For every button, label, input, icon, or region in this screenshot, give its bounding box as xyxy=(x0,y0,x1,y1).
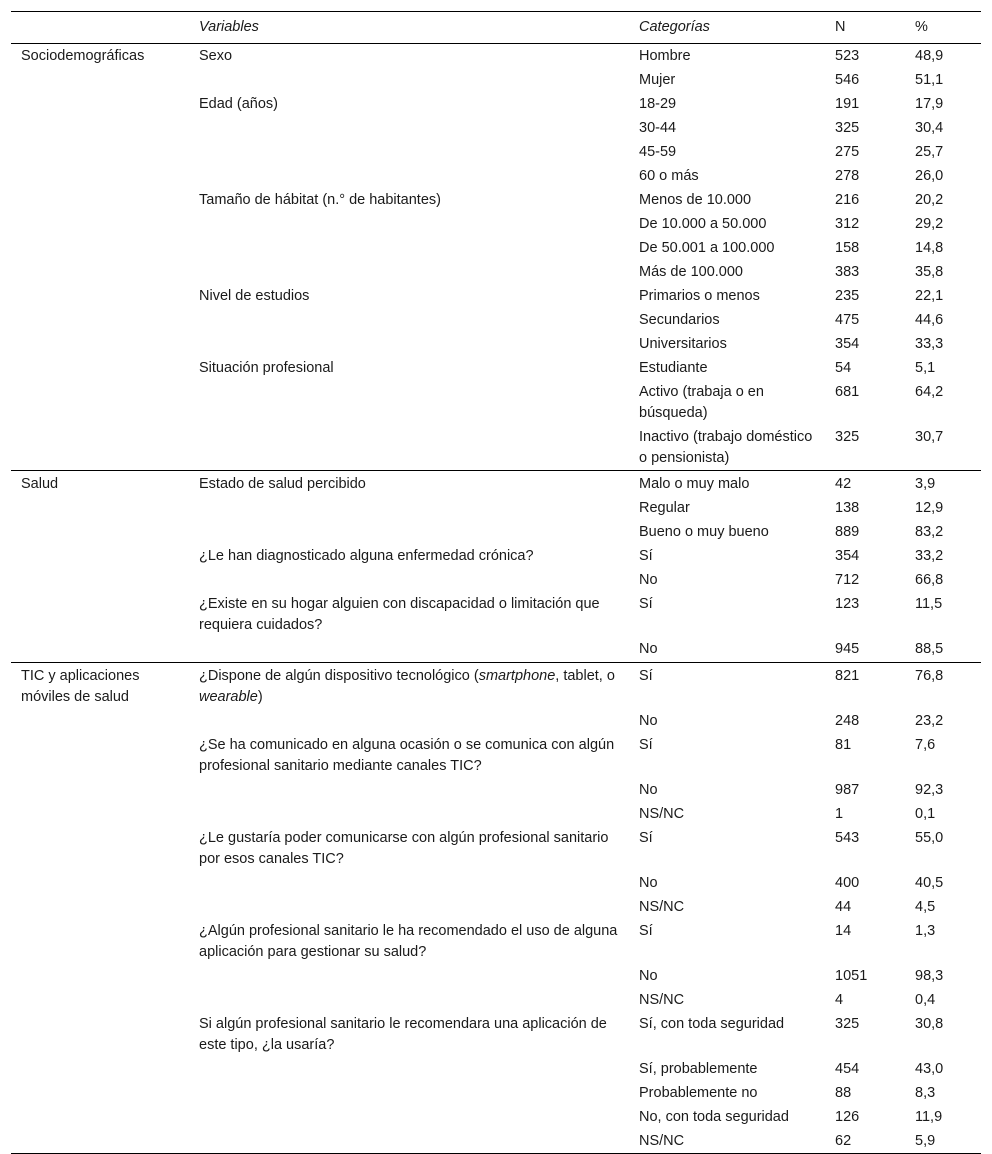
category-cell: Probablemente no xyxy=(639,1084,758,1101)
n-cell: 216 xyxy=(835,191,860,208)
table-row xyxy=(11,778,981,802)
category-cell: De 50.001 a 100.000 xyxy=(639,239,775,256)
section-label xyxy=(11,116,189,140)
section-label xyxy=(11,545,189,569)
table-row xyxy=(11,593,981,638)
percent-cell: 40,5 xyxy=(915,874,944,891)
table-row xyxy=(11,569,981,593)
table-row xyxy=(11,425,981,471)
percent-cell: 83,2 xyxy=(915,524,944,540)
section-label xyxy=(11,188,189,212)
variable-label xyxy=(189,425,629,471)
n-cell: 400 xyxy=(835,874,860,891)
table-row xyxy=(11,895,981,919)
header-row xyxy=(11,12,981,44)
category-cell: Sí, con toda seguridad xyxy=(639,1015,785,1032)
header-variables: Variables xyxy=(199,19,259,35)
n-cell: 126 xyxy=(835,1108,860,1125)
n-cell: 138 xyxy=(835,500,860,516)
n-cell: 681 xyxy=(835,383,860,400)
category-cell: 45-59 xyxy=(639,143,677,160)
variable-label xyxy=(189,1129,629,1154)
section-label xyxy=(11,1012,189,1057)
n-cell: 278 xyxy=(835,167,860,184)
variable-label xyxy=(189,140,629,164)
variable-label: ¿Le han diagnosticado alguna enfermedad crónica? xyxy=(199,548,534,564)
variable-label: ¿Dispone de algún dispositivo tecnológico (smartphone, tablet, o wearable) xyxy=(199,667,615,705)
percent-cell: 51,1 xyxy=(915,71,944,88)
n-cell: 1051 xyxy=(835,967,868,984)
n-cell: 248 xyxy=(835,712,860,729)
variable-label xyxy=(189,569,629,593)
section-label xyxy=(11,356,189,380)
header-n: N xyxy=(835,19,846,35)
table-row xyxy=(11,236,981,260)
percent-cell: 0,1 xyxy=(915,805,936,822)
table-row xyxy=(11,1012,981,1057)
category-cell: Sí xyxy=(639,596,653,612)
percent-cell: 5,1 xyxy=(915,359,936,376)
percent-cell: 8,3 xyxy=(915,1084,936,1101)
category-cell: NS/NC xyxy=(639,1132,685,1149)
percent-cell: 98,3 xyxy=(915,967,944,984)
category-cell: Malo o muy malo xyxy=(639,476,750,492)
table-row xyxy=(11,1081,981,1105)
section-label xyxy=(11,778,189,802)
table-row xyxy=(11,92,981,116)
category-cell: Inactivo (trabajo doméstico o pensionista) xyxy=(639,428,813,466)
percent-cell: 44,6 xyxy=(915,311,944,328)
category-cell: Primarios o menos xyxy=(639,287,760,304)
percent-cell: 12,9 xyxy=(915,500,944,516)
category-cell: No xyxy=(639,967,658,984)
variable-label: Sexo xyxy=(199,47,233,64)
category-cell: No, con toda seguridad xyxy=(639,1108,789,1125)
category-cell: 18-29 xyxy=(639,95,677,112)
table-row xyxy=(11,284,981,308)
n-cell: 81 xyxy=(835,736,852,753)
n-cell: 312 xyxy=(835,215,860,232)
n-cell: 383 xyxy=(835,263,860,280)
n-cell: 54 xyxy=(835,359,852,376)
table-row xyxy=(11,497,981,521)
variable-label xyxy=(189,380,629,425)
n-cell: 325 xyxy=(835,119,860,136)
section-label xyxy=(11,1057,189,1081)
variable-label xyxy=(189,709,629,733)
variable-label xyxy=(189,871,629,895)
section-label: TIC y aplicaciones móviles de salud xyxy=(21,667,140,705)
section-label xyxy=(11,871,189,895)
section-label xyxy=(11,826,189,871)
section-label xyxy=(11,140,189,164)
percent-cell: 3,9 xyxy=(915,476,936,492)
variable-label xyxy=(189,1057,629,1081)
header-blank xyxy=(11,12,189,44)
category-cell: 60 o más xyxy=(639,167,699,184)
n-cell: 543 xyxy=(835,829,860,846)
table-row xyxy=(11,471,981,497)
category-cell: Sí xyxy=(639,922,653,939)
table-row xyxy=(11,919,981,964)
variable-label xyxy=(189,68,629,92)
table-row xyxy=(11,662,981,709)
table-row xyxy=(11,709,981,733)
n-cell: 235 xyxy=(835,287,860,304)
section-label xyxy=(11,593,189,638)
n-cell: 42 xyxy=(835,476,852,492)
percent-cell: 35,8 xyxy=(915,263,944,280)
table-row xyxy=(11,733,981,778)
percent-cell: 30,4 xyxy=(915,119,944,136)
n-cell: 4 xyxy=(835,991,844,1008)
section-label xyxy=(11,638,189,663)
category-cell: Bueno o muy bueno xyxy=(639,524,769,540)
category-cell: No xyxy=(639,781,658,798)
percent-cell: 76,8 xyxy=(915,667,944,684)
n-cell: 158 xyxy=(835,239,860,256)
variable-label xyxy=(189,1081,629,1105)
percent-cell: 23,2 xyxy=(915,712,944,729)
percent-cell: 30,7 xyxy=(915,428,944,445)
table-row xyxy=(11,116,981,140)
variable-label xyxy=(189,236,629,260)
category-cell: Estudiante xyxy=(639,359,708,376)
percent-cell: 17,9 xyxy=(915,95,944,112)
category-cell: Regular xyxy=(639,500,690,516)
table-row xyxy=(11,545,981,569)
variable-label: Tamaño de hábitat (n.° de habitantes) xyxy=(199,191,441,208)
category-cell: Sí, probablemente xyxy=(639,1060,758,1077)
section-label xyxy=(11,497,189,521)
table-row xyxy=(11,212,981,236)
variable-label xyxy=(189,964,629,988)
variable-label: ¿Se ha comunicado en alguna ocasión o se comunica con algún profesional sanitario mediante canales TIC? xyxy=(199,736,615,774)
variable-label xyxy=(189,308,629,332)
percent-cell: 55,0 xyxy=(915,829,944,846)
table-header xyxy=(11,12,981,44)
section-label xyxy=(11,709,189,733)
n-cell: 44 xyxy=(835,898,852,915)
n-cell: 88 xyxy=(835,1084,852,1101)
n-cell: 354 xyxy=(835,548,860,564)
variable-label: Estado de salud percibido xyxy=(199,476,366,492)
n-cell: 275 xyxy=(835,143,860,160)
section-label xyxy=(11,988,189,1012)
variable-label xyxy=(189,521,629,545)
category-cell: No xyxy=(639,641,658,657)
table-row xyxy=(11,68,981,92)
header-percent: % xyxy=(915,19,928,35)
category-cell: Universitarios xyxy=(639,335,727,352)
table-row xyxy=(11,1057,981,1081)
category-cell: Más de 100.000 xyxy=(639,263,743,280)
percent-cell: 66,8 xyxy=(915,572,944,588)
category-cell: Sí xyxy=(639,736,653,753)
section-label xyxy=(11,380,189,425)
section-label xyxy=(11,733,189,778)
variable-label xyxy=(189,497,629,521)
category-cell: Activo (trabaja o en búsqueda) xyxy=(639,383,764,421)
table-row xyxy=(11,964,981,988)
percent-cell: 92,3 xyxy=(915,781,944,798)
n-cell: 454 xyxy=(835,1060,860,1077)
n-cell: 987 xyxy=(835,781,860,798)
category-cell: NS/NC xyxy=(639,805,685,822)
section-label xyxy=(11,164,189,188)
variable-label xyxy=(189,332,629,356)
category-cell: Sí xyxy=(639,829,653,846)
n-cell: 325 xyxy=(835,428,860,445)
percent-cell: 29,2 xyxy=(915,215,944,232)
category-cell: NS/NC xyxy=(639,991,685,1008)
variable-label xyxy=(189,988,629,1012)
variable-label: ¿Le gustaría poder comunicarse con algún profesional sanitario por esos canales TIC? xyxy=(199,829,609,867)
variable-label: Situación profesional xyxy=(199,359,334,376)
section-label xyxy=(11,308,189,332)
percent-cell: 25,7 xyxy=(915,143,944,160)
percent-cell: 43,0 xyxy=(915,1060,944,1077)
percent-cell: 88,5 xyxy=(915,641,944,657)
category-cell: Sí xyxy=(639,548,653,564)
category-cell: Hombre xyxy=(639,47,691,64)
n-cell: 546 xyxy=(835,71,860,88)
variable-label xyxy=(189,212,629,236)
section-label xyxy=(11,236,189,260)
category-cell: 30-44 xyxy=(639,119,677,136)
variable-label xyxy=(189,260,629,284)
table-row xyxy=(11,164,981,188)
section-label xyxy=(11,212,189,236)
percent-cell: 48,9 xyxy=(915,47,944,64)
section-label xyxy=(11,260,189,284)
section-label xyxy=(11,569,189,593)
n-cell: 62 xyxy=(835,1132,852,1149)
variable-label xyxy=(189,638,629,663)
table-row xyxy=(11,140,981,164)
percent-cell: 64,2 xyxy=(915,383,944,400)
section-label xyxy=(11,964,189,988)
category-cell: Menos de 10.000 xyxy=(639,191,752,208)
section-label xyxy=(11,92,189,116)
percent-cell: 7,6 xyxy=(915,736,936,753)
category-cell: NS/NC xyxy=(639,898,685,915)
table-row xyxy=(11,260,981,284)
variable-label xyxy=(189,1105,629,1129)
n-cell: 191 xyxy=(835,95,860,112)
percent-cell: 22,1 xyxy=(915,287,944,304)
n-cell: 325 xyxy=(835,1015,860,1032)
category-cell: No xyxy=(639,712,658,729)
table-row xyxy=(11,521,981,545)
variable-label xyxy=(189,802,629,826)
section-label xyxy=(11,1129,189,1154)
section-label xyxy=(11,1105,189,1129)
section-label xyxy=(11,284,189,308)
percent-cell: 5,9 xyxy=(915,1132,936,1149)
variable-label xyxy=(189,895,629,919)
section-label xyxy=(11,521,189,545)
category-cell: Secundarios xyxy=(639,311,720,328)
percent-cell: 26,0 xyxy=(915,167,944,184)
section-0 xyxy=(11,44,981,471)
category-cell: Sí xyxy=(639,667,653,684)
section-label xyxy=(11,895,189,919)
category-cell: No xyxy=(639,572,658,588)
percent-cell: 33,3 xyxy=(915,335,944,352)
percent-cell: 11,9 xyxy=(915,1108,943,1125)
percent-cell: 14,8 xyxy=(915,239,944,256)
table-row xyxy=(11,44,981,69)
section-label xyxy=(11,425,189,471)
table-row xyxy=(11,638,981,663)
table-row xyxy=(11,380,981,425)
section-2 xyxy=(11,662,981,1154)
percent-cell: 1,3 xyxy=(915,922,936,939)
table-row xyxy=(11,1105,981,1129)
section-1 xyxy=(11,471,981,663)
section-label xyxy=(11,1081,189,1105)
percent-cell: 33,2 xyxy=(915,548,944,564)
table-row xyxy=(11,188,981,212)
table-row xyxy=(11,308,981,332)
percent-cell: 11,5 xyxy=(915,596,943,612)
variable-label: Edad (años) xyxy=(199,95,278,112)
section-label xyxy=(11,332,189,356)
section-label xyxy=(11,802,189,826)
variable-label: ¿Existe en su hogar alguien con discapacidad o limitación que requiera cuidados? xyxy=(199,596,600,633)
data-table xyxy=(11,11,981,1154)
header-categorias: Categorías xyxy=(639,19,710,35)
section-label xyxy=(11,68,189,92)
n-cell: 523 xyxy=(835,47,860,64)
table-row xyxy=(11,356,981,380)
table-container xyxy=(11,11,981,1154)
variable-label: Si algún profesional sanitario le recomendara una aplicación de este tipo, ¿la usaría? xyxy=(199,1015,607,1053)
variable-label: Nivel de estudios xyxy=(199,287,310,304)
n-cell: 712 xyxy=(835,572,860,588)
variable-label xyxy=(189,164,629,188)
table-row xyxy=(11,988,981,1012)
table-row xyxy=(11,1129,981,1154)
n-cell: 821 xyxy=(835,667,860,684)
n-cell: 1 xyxy=(835,805,844,822)
n-cell: 475 xyxy=(835,311,860,328)
section-label: Sociodemográficas xyxy=(21,47,145,64)
category-cell: Mujer xyxy=(639,71,676,88)
variable-label: ¿Algún profesional sanitario le ha recomendado el uso de alguna aplicación para gestionar su salud? xyxy=(199,922,618,960)
n-cell: 123 xyxy=(835,596,860,612)
percent-cell: 0,4 xyxy=(915,991,936,1008)
table-row xyxy=(11,871,981,895)
section-label: Salud xyxy=(21,476,59,492)
table-row xyxy=(11,826,981,871)
n-cell: 354 xyxy=(835,335,860,352)
variable-label xyxy=(189,116,629,140)
category-cell: No xyxy=(639,874,658,891)
table-row xyxy=(11,332,981,356)
section-label xyxy=(11,919,189,964)
n-cell: 945 xyxy=(835,641,860,657)
n-cell: 889 xyxy=(835,524,860,540)
variable-label xyxy=(189,778,629,802)
percent-cell: 4,5 xyxy=(915,898,936,915)
category-cell: De 10.000 a 50.000 xyxy=(639,215,767,232)
percent-cell: 20,2 xyxy=(915,191,944,208)
percent-cell: 30,8 xyxy=(915,1015,944,1032)
n-cell: 14 xyxy=(835,922,852,939)
table-row xyxy=(11,802,981,826)
